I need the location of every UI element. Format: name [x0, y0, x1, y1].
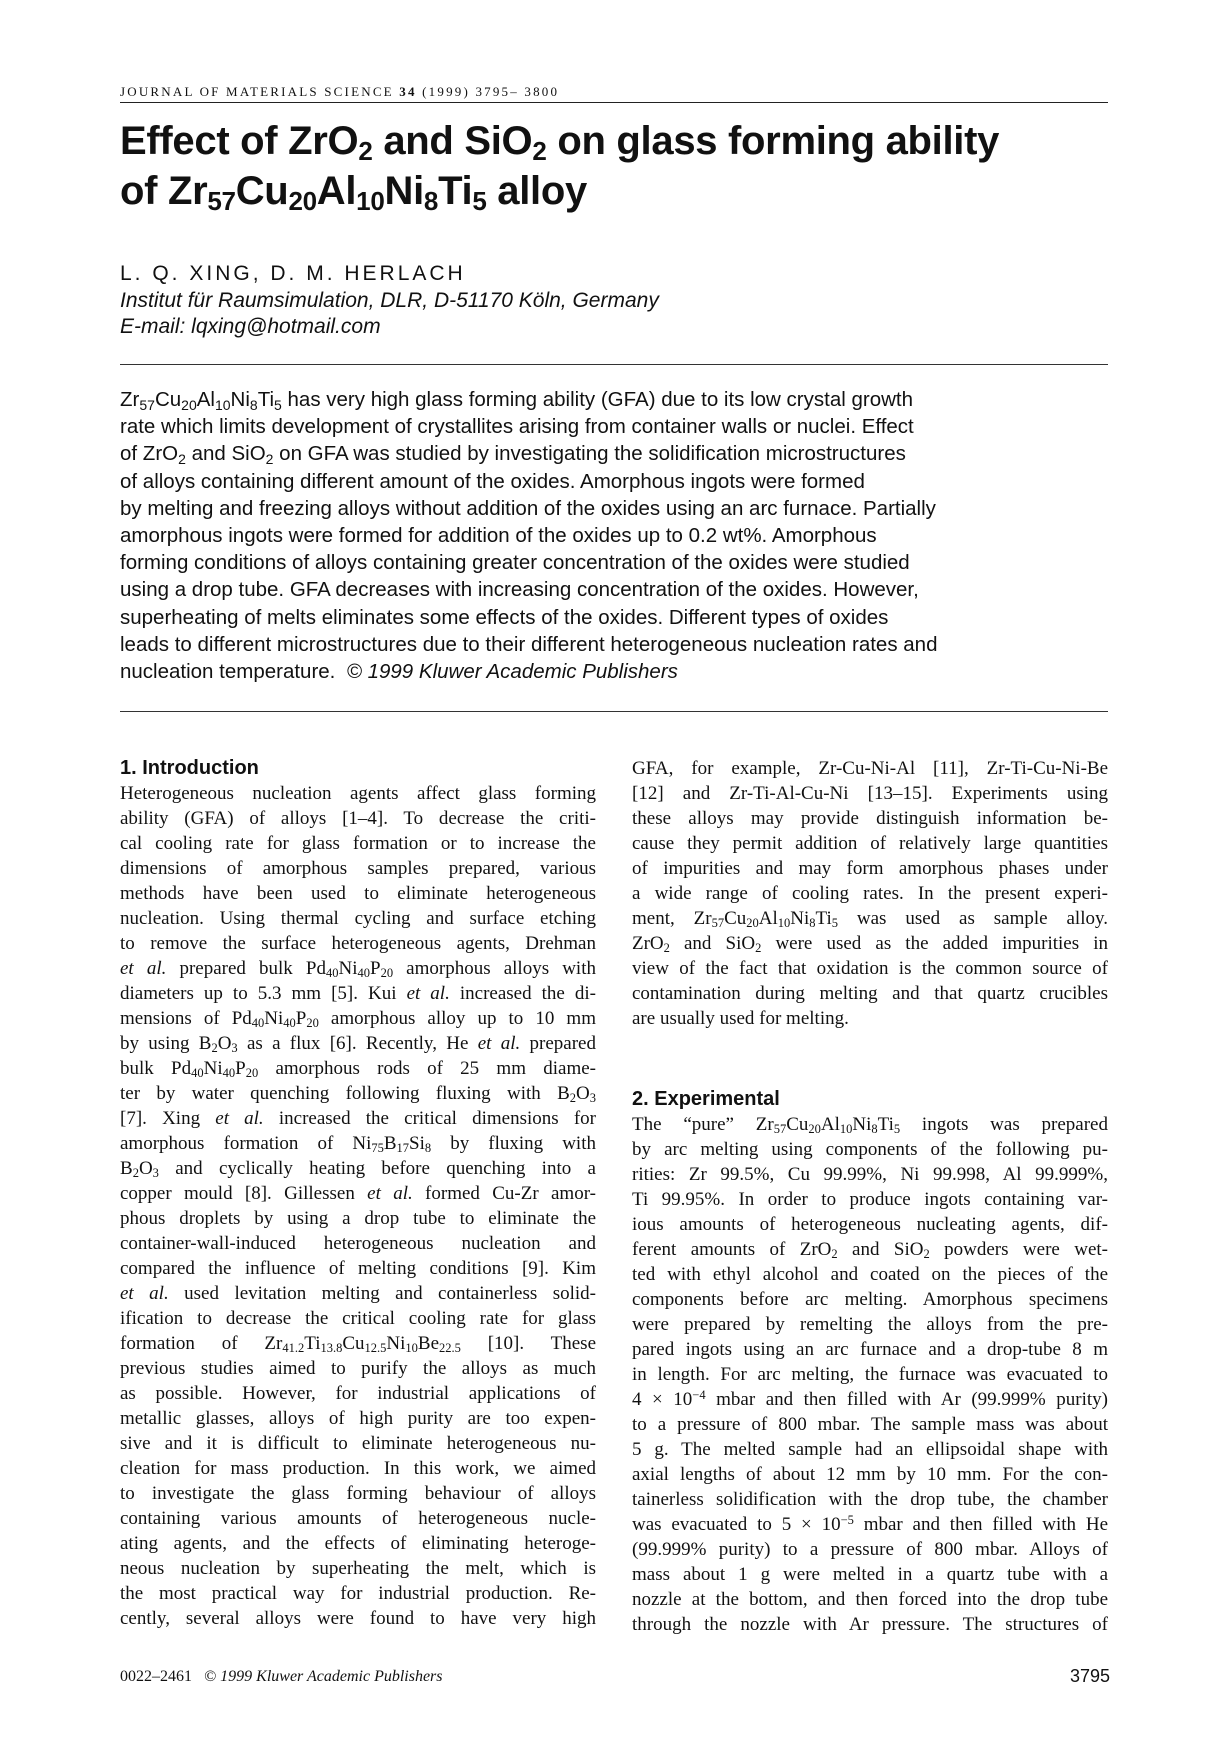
authors: L. Q. XING, D. M. HERLACH	[120, 262, 466, 285]
journal-volume: 34	[399, 84, 417, 99]
left-column: 1. Introduction Heterogeneous nucleation agents affect glass forming ability (GFA) of alloys [1–4]. To decrease the criti- cal cooling rate for glass formation or to increase the dimensions of amorphous samples prepared, various methods have been used to eliminate heterogeneous nucleation. Using thermal cycling and surface etching to remove the surface heterogeneous agents, Drehman et al. prepared bulk $Pd_{40}Ni_{40}P_{20}$ amorphous alloys with diameters up to 5.3 mm [5]. Kui et al. increased the di- mensions of $Pd_{40}Ni_{40}P_{20}$ amorphous alloy up to 10 mm by using $B_2O_3$ as a flux [6]. Recently, He et al. prepared bulk $Pd_{40}Ni_{40}P_{20}$ amorphous rods of 25 mm diame- ter by water quenching following fluxing with $B_2O_3$ [7]. Xing et al. increased the critical dimensions for amorphous formation of $Ni_{75}B_{17}Si_8$ by fluxing with $B_2O_3$ and cyclically heating before quenching into a copper mould [8]. Gillessen et al. formed Cu-Zr amor- phous droplets by using a drop tube to eliminate the container-wall-induced heterogeneous nucleation and compared the influence of melting conditions [9]. Kim et al. used levitation melting and containerless solid- ification to decrease the critical cooling rate for glass formation of $Zr_{41.2}Ti_{13.8}Cu_{12.5}Ni_{10}Be_{22.5}$ [10]. These previous studies aimed to purify the alloys as much as possible. However, for industrial applications of metallic glasses, alloys of high purity are too expen- sive and it is difficult to eliminate heterogeneous nu- cleation for mass production. In this work, we aimed to investigate the glass forming behaviour of alloys containing various amounts of heterogeneous nucle- ating agents, and the effects of eliminating heteroge- neous nucleation by superheating the melt, which is the most practical way for industrial production. Re- cently, several alloys were found to have very high	[120, 757, 596, 1629]
article-title: Effect of ZrO$_2$ and SiO$_2$ on glass forming ability of $Zr_{57}Cu_{20}Al_{10}Ni_8Ti_5$ alloy	[120, 119, 1000, 216]
right-column: GFA, for example, Zr-Cu-Ni-Al [11], Zr-Ti-Cu-Ni-Be [12] and Zr-Ti-Al-Cu-Ni [13–15]. Experiments using these alloys may provide distinguish information be- cause they permit addition of relatively large quantities of impurities and may form amorphous phases under a wide range of cooling rates. In the present experi- ment, $Zr_{57}Cu_{20}Al_{10}Ni_8Ti_5$ was used as sample alloy. ZrO$_2$ and SiO$_2$ were used as the added impurities in view of the fact that oxidation is the common source of contamination during melting and that quartz crucibles are usually used for melting. 2. Experimental The “pure” $Zr_{57}Cu_{20}Al_{10}Ni_8Ti_5$ ingots was prepared by arc melting using components of the following pu- rities: Zr 99.5%, Cu 99.99%, Ni 99.998, Al 99.999%, Ti 99.95%. In order to produce ingots containing var- ious amounts of heterogeneous nucleating agents, dif- ferent amounts of ZrO$_2$ and SiO$_2$ powders were wet- ted with ethyl alcohol and coated on the pieces of the components before arc melting. Amorphous specimens were prepared by remelting the alloys from the pre- pared ingots using an arc furnace and a drop-tube 8 m in length. For arc melting, the furnace was evacuated to $4 \times 10^{-4}$ mbar and then filled with Ar (99.999% purity) to a pressure of 800 mbar. The sample mass was about 5 g. The melted sample had an ellipsoidal shape with axial lengths of about 12 mm by 10 mm. For the con- tainerless solidification with the drop tube, the chamber was evacuated to $5 \times 10^{-5}$ mbar and then filled with He (99.999% purity) to a pressure of 800 mbar. Alloys of mass about 1 g were melted in a quartz tube with a nozzle at the bottom, and then forced into the drop tube through the nozzle with Ar pressure. The structures of	[632, 758, 1109, 1635]
abstract-bottom-rule	[120, 711, 1108, 712]
journal-pages: 3795– 3800	[475, 84, 560, 99]
journal-header	[120, 84, 1108, 103]
abstract-top-rule	[120, 364, 1108, 365]
footer-copyright: © 1999 Kluwer Academic Publishers	[204, 1668, 443, 1685]
journal-name: JOURNAL OF MATERIALS SCIENCE	[120, 84, 394, 99]
footer-left	[120, 1668, 443, 1686]
abstract-copyright: © 1999 Kluwer Academic Publishers	[346, 660, 678, 684]
abstract: $Zr_{57}Cu_{20}Al_{10}Ni_8Ti_5$ has very high glass forming ability (GFA) due to its low crystal growth rate which limits development of crystallites arising from container walls or nuclei. Effect of ZrO$_2$ and SiO$_2$ on GFA was studied by investigating the solidification microstructures of alloys containing different amount of the oxides. Amorphous ingots were formed by melting and freezing alloys without addition of the oxides using an arc furnace. Partially amorphous ingots were formed for addition of the oxides up to 0.2 wt%. Amorphous forming conditions of alloys containing greater concentration of the oxides were studied using a drop tube. GFA decreases with increasing concentration of the oxides. However, superheating of melts eliminates some effects of the oxides. Different types of oxides leads to different microstructures due to their different heterogeneous nucleation rates and nucleation temperature. © 1999 Kluwer Academic Publishers	[120, 388, 938, 684]
issn: 0022–2461	[120, 1668, 192, 1685]
section-heading-introduction: 1. Introduction	[120, 757, 259, 779]
section-heading-experimental: 2. Experimental	[632, 1088, 780, 1110]
affiliation: Institut für Raumsimulation, DLR, D-51170 Köln, Germany	[120, 289, 659, 312]
author-email[interactable]: E-mail: lqxing@hotmail.com	[120, 315, 381, 338]
page-number: 3795	[1069, 1666, 1110, 1686]
journal-year: (1999)	[422, 84, 470, 99]
